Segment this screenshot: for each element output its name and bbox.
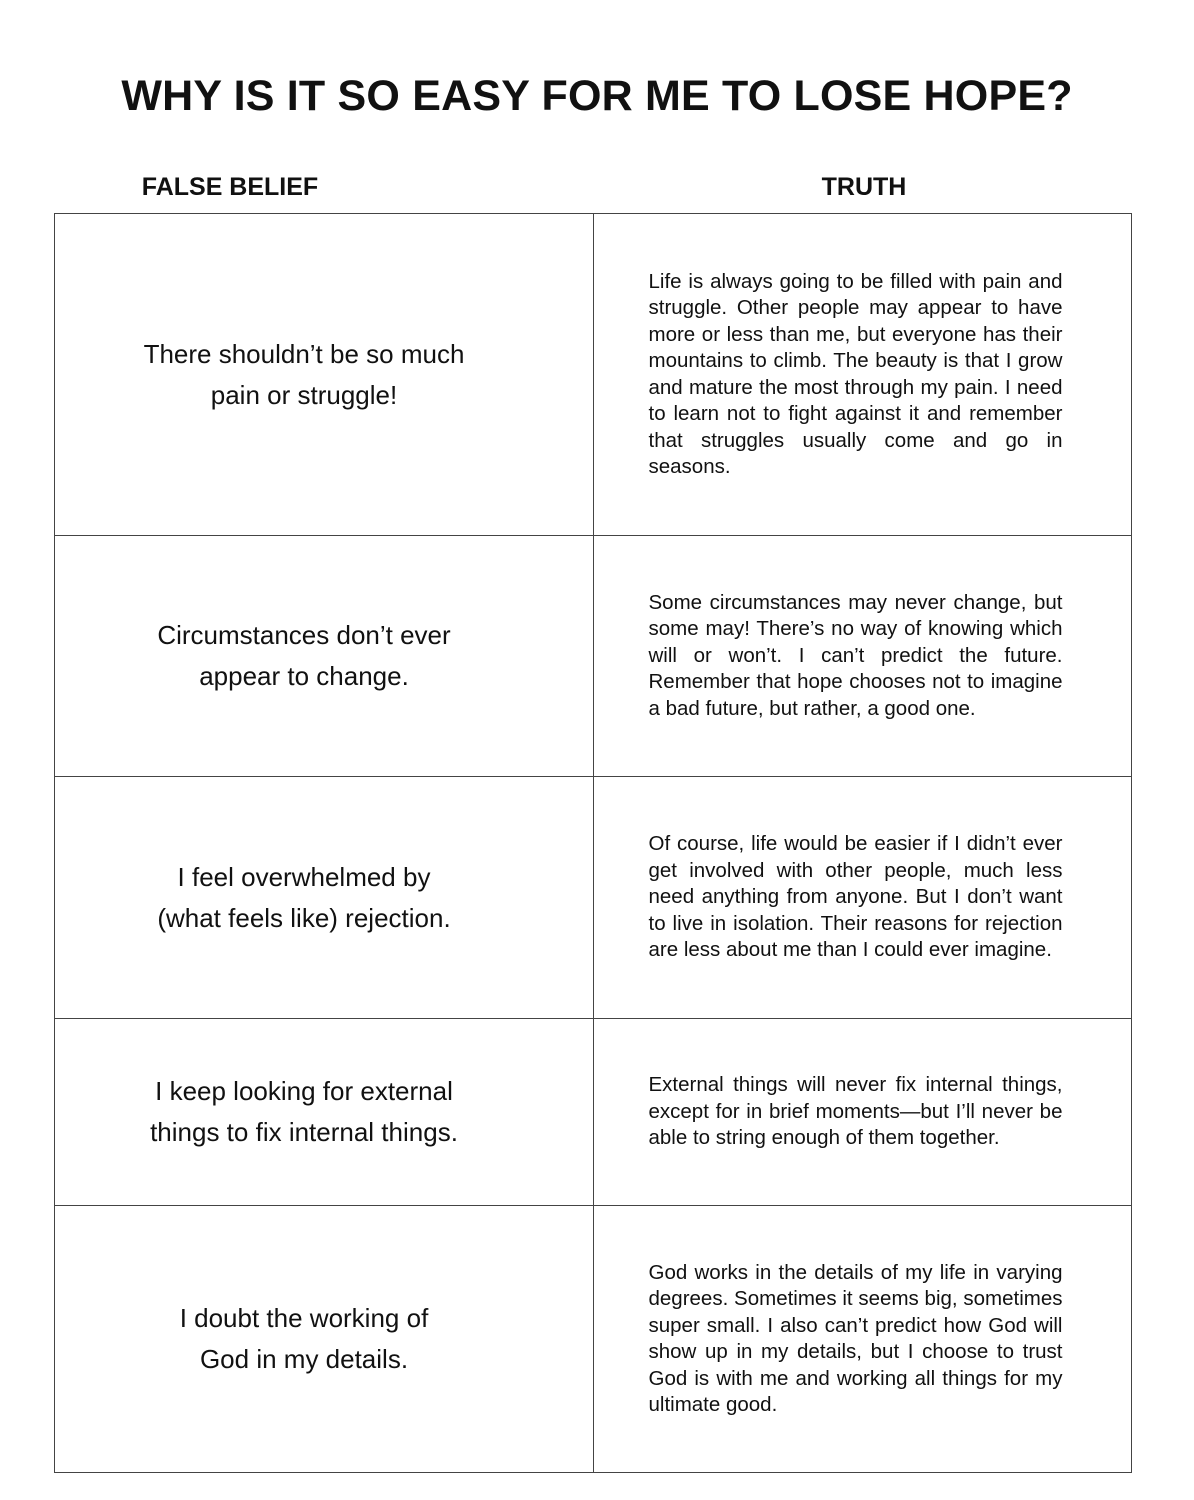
table-row [55, 1018, 1131, 1205]
truth-text: External things will never fix internal things, except for in brief moments—but I’ll never be able to string enough of them together. [648, 1073, 1063, 1150]
false-belief-text [84, 1298, 524, 1380]
false-belief-line: things to fix internal things. [150, 1117, 458, 1147]
truth-text: God works in the details of my life in varying degrees. Sometimes it seems big, sometimes super small. I also can’t predict how God will show up in my details, but I choose to trust God is with me and working all things for my ultimate good. [648, 1260, 1063, 1416]
truth-cell [594, 1019, 1131, 1205]
false-belief-cell [55, 777, 594, 1018]
false-belief-cell [55, 1019, 594, 1205]
false-belief-text [84, 615, 524, 697]
truth-text: Of course, life would be easier if I didn’t ever get involved with other people, much less need anything from anyone. But I don’t want to live in isolation. Their reasons for rejection are less about me than I could ever imagine. [648, 832, 1063, 962]
table-row [55, 535, 1131, 776]
truth-cell [594, 1206, 1131, 1472]
truth-text: Some circumstances may never change, but some may! There’s no way of knowing which will or won’t. I can’t predict the future. Remember that hope chooses not to imagine a bad future, but rather, a good one. [648, 590, 1063, 720]
truth-cell [594, 536, 1131, 776]
false-belief-line: pain or struggle! [210, 379, 398, 410]
truth-header: TRUTH [821, 173, 907, 201]
false-belief-line: (what feels like) rejection. [157, 902, 451, 933]
table-row [55, 776, 1131, 1018]
false-belief-line: I doubt the working of [179, 1303, 429, 1333]
table-row [55, 1205, 1131, 1472]
false-belief-text [84, 334, 524, 416]
false-belief-cell [55, 214, 594, 535]
false-belief-line: I feel overwhelmed by [177, 861, 431, 892]
truth-text: Life is always going to be filled with pain and struggle. Other people may appear to have more or less than me, but everyone has their mountains to climb. The beauty is that I grow and mature the most through my pain. I need to learn not to fight against it and remember that struggles usually come and go in seasons. [648, 269, 1063, 478]
false-belief-text [84, 857, 524, 939]
truth-cell [594, 214, 1131, 535]
table-row [55, 214, 1131, 535]
false-belief-text [84, 1071, 524, 1153]
false-belief-cell [55, 536, 594, 776]
belief-truth-table [54, 213, 1132, 1473]
false-belief-header: FALSE BELIEF [141, 173, 319, 201]
false-belief-line: appear to change. [199, 661, 409, 691]
truth-cell [594, 777, 1131, 1018]
false-belief-line: There shouldn’t be so much [143, 338, 465, 369]
false-belief-line: God in my details. [199, 1344, 409, 1374]
false-belief-cell [55, 1206, 594, 1472]
page-title: WHY IS IT SO EASY FOR ME TO LOSE HOPE? [121, 72, 1073, 120]
false-belief-line: I keep looking for external [155, 1076, 453, 1106]
false-belief-line: Circumstances don’t ever [157, 620, 451, 650]
